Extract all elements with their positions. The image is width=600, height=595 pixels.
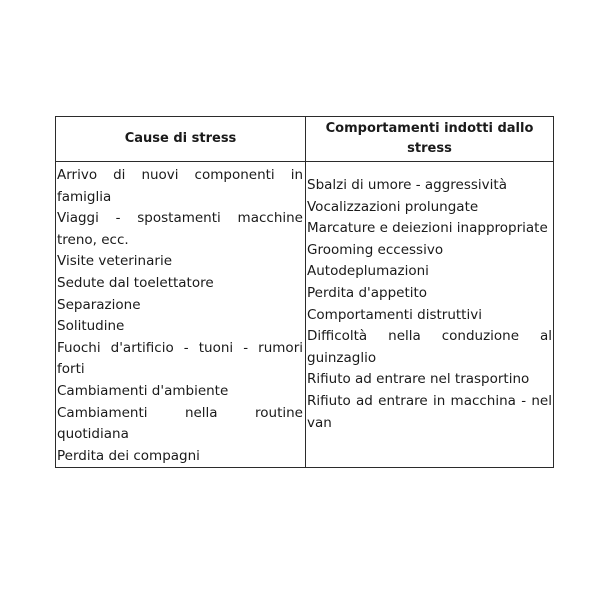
behavior-item: Grooming eccessivo [307, 241, 444, 258]
behavior-item: Sbalzi di umore - aggressività [307, 177, 507, 193]
stress-table [55, 116, 554, 468]
behaviors-cell [306, 162, 554, 468]
causes-cell [56, 162, 306, 468]
behavior-item: Rifiuto ad entrare in macchina - nel van [307, 392, 552, 431]
header-causes: Cause di stress [56, 117, 306, 162]
causes-list [56, 162, 305, 467]
behavior-item: Vocalizzazioni prolungate [307, 198, 479, 215]
cause-item: Arrivo di nuovi componenti in famiglia [57, 167, 303, 205]
content-row [56, 162, 554, 468]
behavior-item: Difficoltà nella conduzione al guinzaglio [307, 328, 552, 366]
cause-item: Sedute dal toelettatore [57, 274, 214, 291]
behavior-item: Perdita d'appetito [307, 284, 428, 301]
cause-item: Cambiamenti nella routine quotidiana [57, 404, 303, 443]
cause-item: Separazione [57, 296, 141, 313]
behavior-item: Autodeplumazioni [307, 263, 429, 280]
header-behaviors: Comportamenti indotti dallo stress [306, 117, 554, 162]
behaviors-list [306, 162, 553, 434]
header-row [56, 117, 554, 162]
cause-item: Viaggi - spostamenti macchine treno, ecc. [57, 210, 303, 248]
cause-item: Solitudine [57, 318, 125, 335]
cause-item: Perdita dei compagni [57, 447, 200, 464]
behavior-item: Rifiuto ad entrare nel trasportino [307, 371, 530, 388]
cause-item: Fuochi d'artificio - tuoni - rumori forti [57, 339, 303, 378]
behavior-item: Comportamenti distruttivi [307, 306, 482, 323]
cause-item: Cambiamenti d'ambiente [57, 382, 229, 399]
behavior-item: Marcature e deiezioni inappropriate [307, 220, 548, 237]
cause-item: Visite veterinarie [57, 253, 172, 270]
